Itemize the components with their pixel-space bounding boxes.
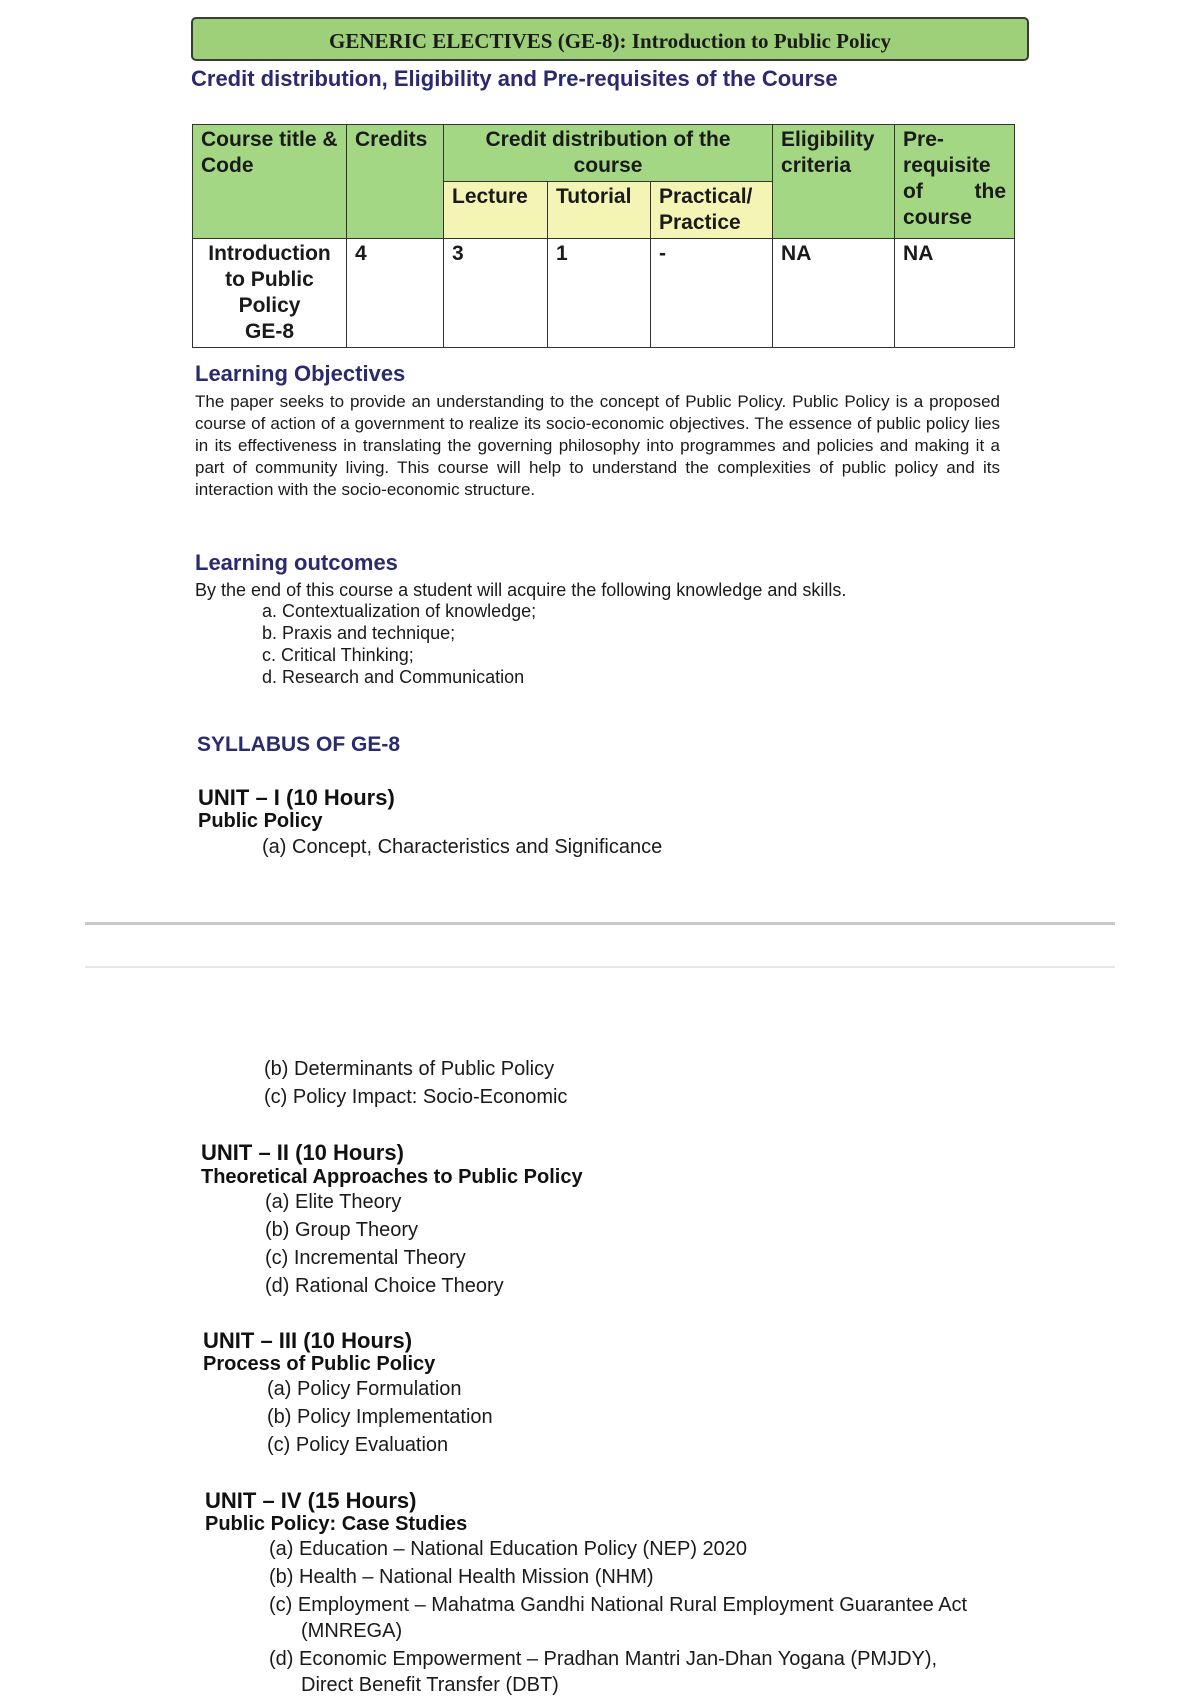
- unit-item: (c) Incremental Theory: [265, 1247, 466, 1269]
- credit-distribution-table: [192, 124, 1015, 348]
- course-title-line: Introduction: [208, 242, 331, 265]
- header-tutorial: Tutorial: [548, 182, 651, 239]
- course-title-line: Policy: [238, 294, 301, 317]
- outcome-item: c. Critical Thinking;: [262, 645, 414, 665]
- unit-item: (MNREGA): [301, 1620, 403, 1642]
- outcome-item: a. Contextualization of knowledge;: [262, 601, 537, 621]
- unit-title: UNIT – III (10 Hours): [203, 1328, 413, 1353]
- cell-eligibility: NA: [773, 239, 895, 348]
- course-title-banner: [191, 17, 1029, 61]
- unit-item: (a) Education – National Education Policy (NEP) 2020: [269, 1538, 748, 1560]
- unit-item: (c) Policy Evaluation: [267, 1434, 449, 1456]
- unit-subtitle: Process of Public Policy: [203, 1353, 436, 1375]
- unit-title: UNIT – II (10 Hours): [201, 1140, 404, 1165]
- unit-item: (d) Economic Empowerment – Pradhan Mantri Jan-Dhan Yogana (PMJDY),: [269, 1648, 938, 1670]
- cell-lecture: 3: [444, 239, 548, 348]
- unit-item: (a) Policy Formulation: [267, 1378, 462, 1400]
- credit-section-heading: Credit distribution, Eligibility and Pre-requisites of the Course: [191, 66, 838, 91]
- cell-course-title: [193, 239, 347, 348]
- unit-item: (b) Health – National Health Mission (NHM): [269, 1566, 654, 1588]
- page-break-line: [85, 966, 1115, 968]
- learning-objectives-heading: Learning Objectives: [195, 361, 406, 386]
- cell-credits: 4: [347, 239, 444, 348]
- unit-item: (c) Employment – Mahatma Gandhi National Rural Employment Guarantee Act: [269, 1594, 968, 1616]
- banner-title: GENERIC ELECTIVES (GE-8): Introduction to Public Policy: [328, 29, 891, 53]
- course-code: GE-8: [244, 320, 294, 343]
- unit-subtitle: Public Policy: Case Studies: [205, 1513, 468, 1535]
- unit-item: (a) Elite Theory: [265, 1191, 402, 1213]
- unit-title: UNIT – I (10 Hours): [198, 785, 395, 810]
- unit-subtitle: Theoretical Approaches to Public Policy: [201, 1166, 583, 1188]
- unit-item: (a) Concept, Characteristics and Significance: [262, 836, 663, 858]
- outcome-item: d. Research and Communication: [262, 667, 525, 687]
- unit-item: (b) Group Theory: [265, 1219, 419, 1241]
- syllabus-heading: SYLLABUS OF GE-8: [197, 733, 401, 756]
- learning-outcomes-intro: By the end of this course a student will acquire the following knowledge and skills.: [195, 580, 847, 600]
- header-prerequisite: Pre-requisite of the course: [895, 125, 1015, 239]
- cell-tutorial: 1: [548, 239, 651, 348]
- header-lecture: Lecture: [444, 182, 548, 239]
- learning-outcomes-heading: Learning outcomes: [195, 550, 398, 575]
- outcome-item: b. Praxis and technique;: [262, 623, 456, 643]
- cell-practical: -: [651, 239, 773, 348]
- header-course-title: Course title & Code: [193, 125, 347, 239]
- learning-objectives-text: The paper seeks to provide an understanding to the concept of Public Policy. Public Policy is a proposed course of action of a government to realize its socio-economic objectives. The essence of public policy lies in its effectiveness in translating the governing philosophy into programmes and policies and making it a part of community living. This course will help to understand the complexities of public policy and its interaction with the socio-economic structure.: [195, 392, 1000, 499]
- unit-title: UNIT – IV (15 Hours): [205, 1488, 417, 1513]
- unit-item: (b) Determinants of Public Policy: [264, 1058, 555, 1080]
- header-credits: Credits: [347, 125, 444, 239]
- header-credit-distribution: Credit distribution of the course: [444, 125, 773, 182]
- unit-subtitle: Public Policy: [198, 810, 323, 832]
- header-practical: Practical/ Practice: [651, 182, 773, 239]
- course-title-line: to Public: [225, 268, 314, 291]
- unit-item: (d) Rational Choice Theory: [265, 1275, 504, 1297]
- unit-item: (b) Policy Implementation: [267, 1406, 493, 1428]
- page-break-line: [85, 922, 1115, 925]
- unit-item: Direct Benefit Transfer (DBT): [301, 1674, 559, 1696]
- header-eligibility: Eligibility criteria: [773, 125, 895, 239]
- unit-item: (c) Policy Impact: Socio-Economic: [264, 1086, 568, 1108]
- cell-prerequisite: NA: [895, 239, 1015, 348]
